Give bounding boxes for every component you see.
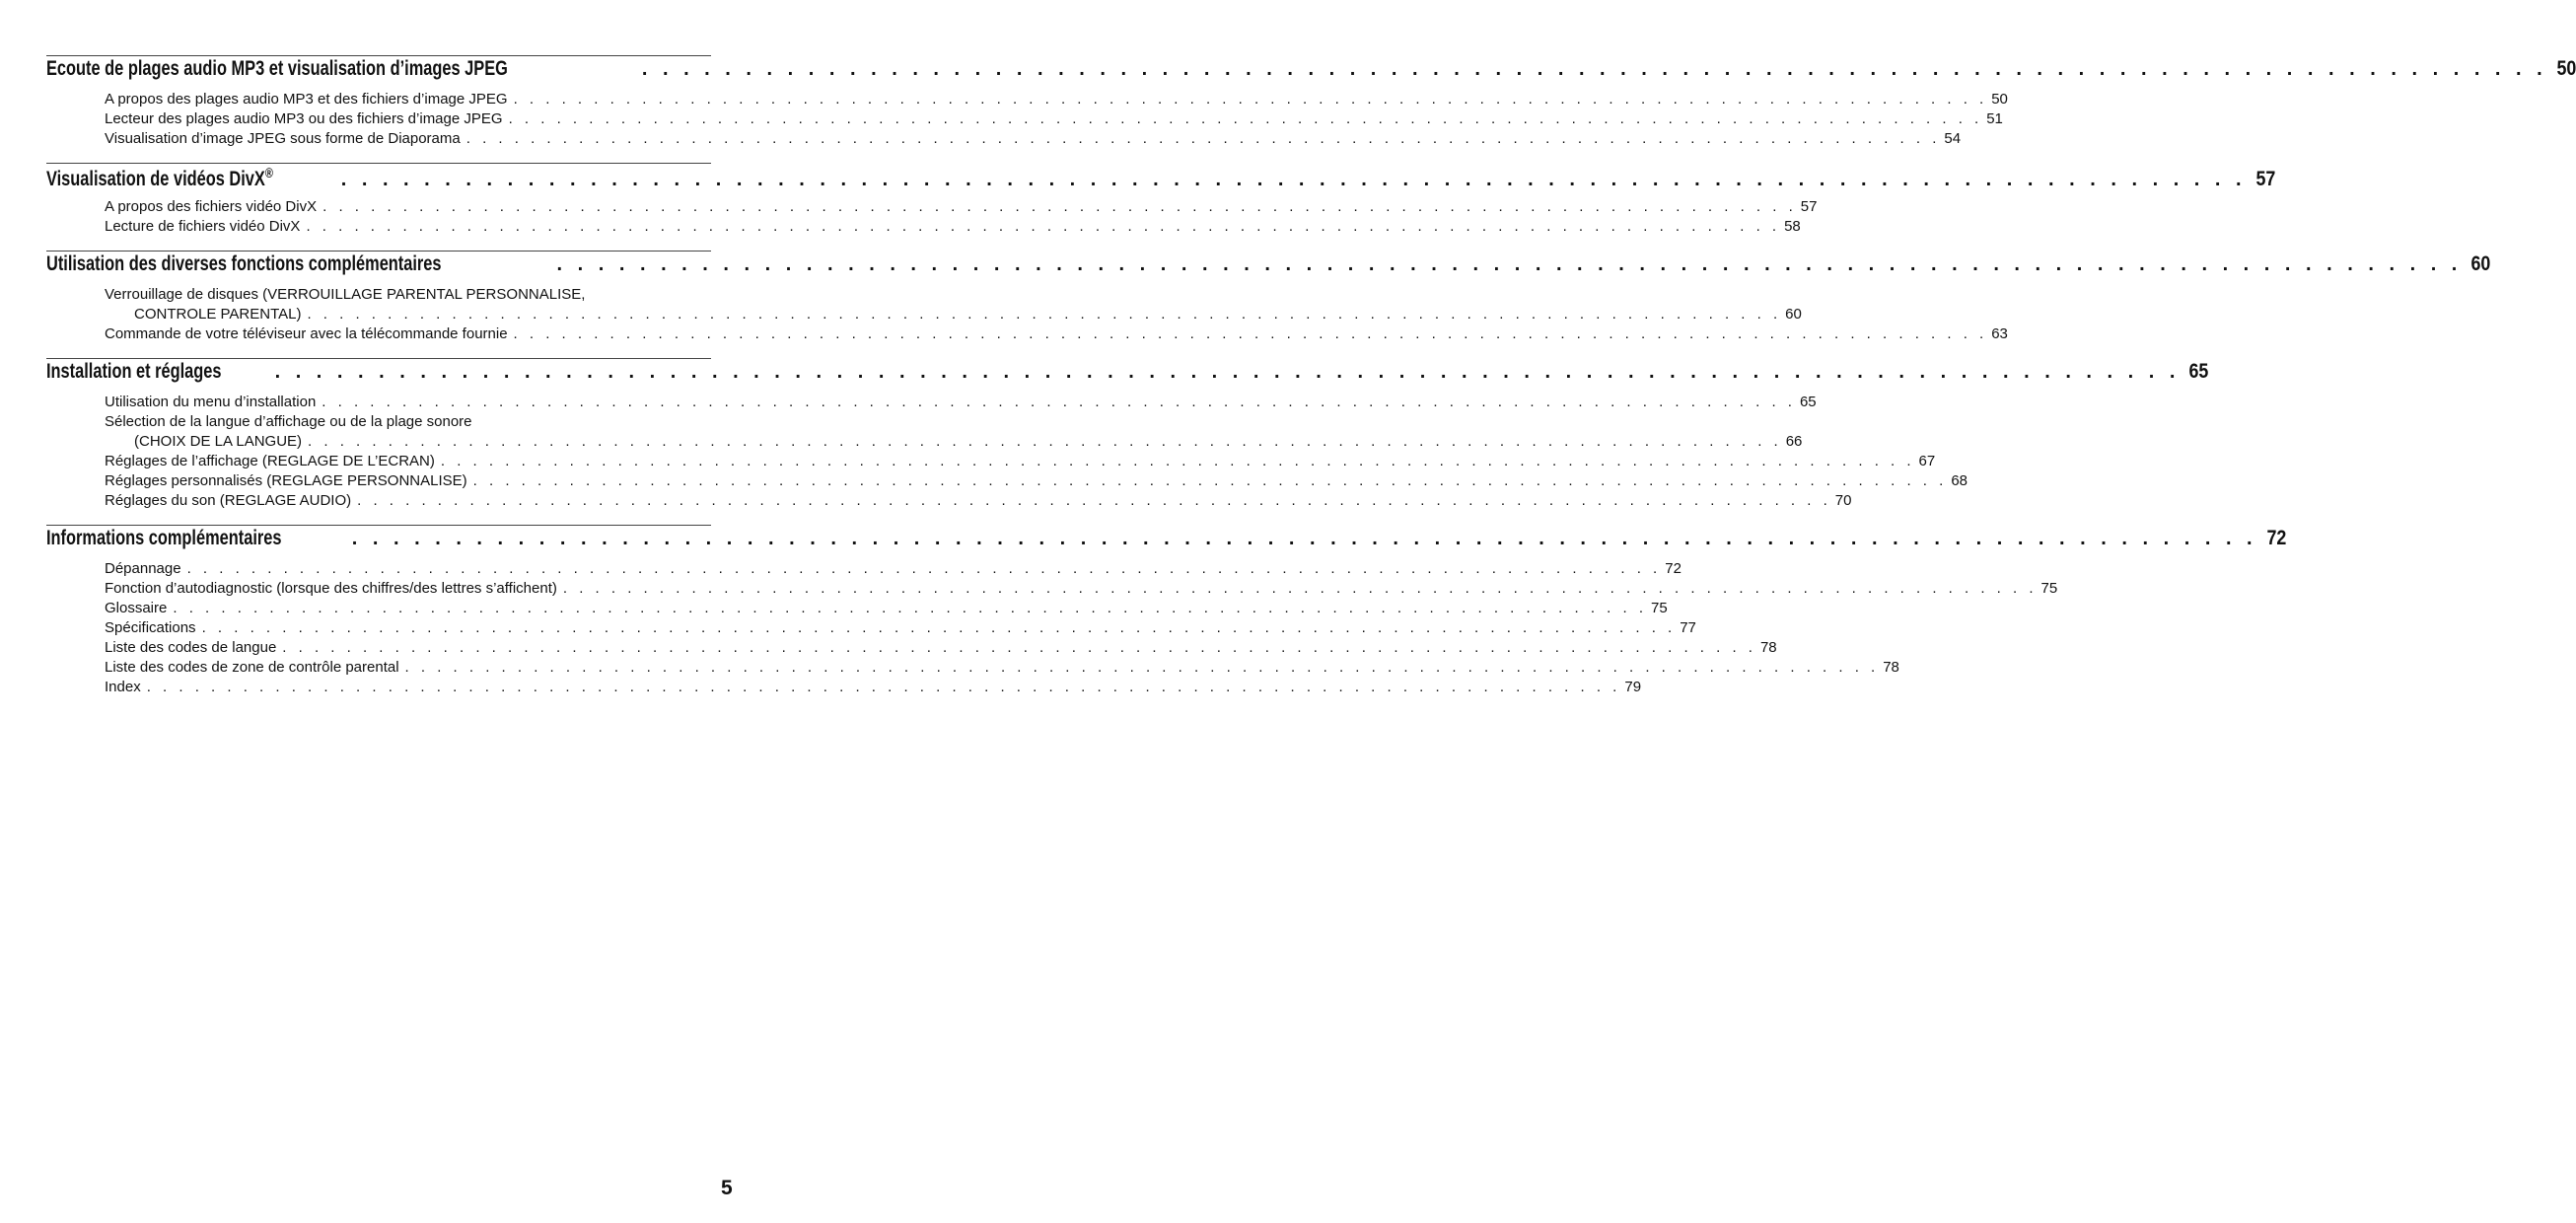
registered-mark: ® xyxy=(264,165,273,180)
dot-leader: . . . . . . . . . . . . . . . . . . . . . . . . . . . . . . . . . . . . . . . . . . . . . . . . . . . . . . . . . . . . . . . . . . . . . . . . . . . . . . . . . . . . . . . . . . . . xyxy=(173,600,1648,616)
entry-text: Fonction d’autodiagnostic (lorsque des chiffres/des lettres s’affichent) xyxy=(105,580,557,597)
entry-text: Lecture de fichiers vidéo DivX xyxy=(105,218,301,235)
entry-page-number: 77 xyxy=(1680,619,1696,636)
toc-entry[interactable] xyxy=(105,285,1802,324)
entry-page-number: 75 xyxy=(2040,580,2058,597)
entry-page-number: 57 xyxy=(1800,198,1818,215)
entry-text: Réglages personnalisés (REGLAGE PERSONNALISE) xyxy=(105,472,467,489)
dot-leader: . . . . . . . . . . . . . . . . . . . . . . . . . . . . . . . . . . . . . . . . . . . . . . . . . . . . . . . . . . . . . . . . . . . . . . . . . . . . . . . . . . . . . . . . . . . . xyxy=(465,130,1941,147)
dot-leader: . . . . . . . . . . . . . . . . . . . . . . . . . . . . . . . . . . . . . . . . . . . . . . . . . . . . . . . . . . . . . . . . . . . . . . . . . . . . . . . . . . . . . . . . . . . . xyxy=(508,110,1983,127)
entry-text: Verrouillage de disques (VERROUILLAGE PARENTAL PERSONNALISE, xyxy=(105,286,586,303)
page-number: 5 xyxy=(721,1177,733,1199)
section-title-text: Visualisation de vidéos DivX xyxy=(46,168,265,190)
entry-page-number: 79 xyxy=(1624,679,1642,695)
entry-page-number: 54 xyxy=(1944,130,1962,147)
entry-page-number: 78 xyxy=(1759,639,1777,656)
toc-entry[interactable] xyxy=(105,678,1642,697)
entry-text: Spécifications xyxy=(105,619,196,636)
entry-list xyxy=(46,559,2058,711)
section-heading[interactable] xyxy=(46,164,2275,197)
toc-entry[interactable] xyxy=(105,471,1968,491)
toc-entry[interactable] xyxy=(105,638,1777,658)
section-title xyxy=(46,165,273,191)
entry-text: Index xyxy=(105,679,141,695)
dot-leader: . . . . . . . . . . . . . . . . . . . . . . . . . . . . . . . . . . . . . . . . . . . . . . . . . . . . . . . . . . . . . . . . . . . . . . . . . . . . . . . . . . . . . . . . . . . . xyxy=(404,659,1880,676)
section-heading[interactable] xyxy=(46,252,2491,285)
entry-page-number: 63 xyxy=(1991,325,2008,342)
dot-leader: . . . . . . . . . . . . . . . . . . . . . . . . . . . . . . . . . . . . . . . . . . . . . . . . . . . . . . . . . . . . . . . . . . . . . . . . . . . . . . . . . . . . . . . . . . . . xyxy=(513,91,1988,108)
dot-leader: . . . . . . . . . . . . . . . . . . . . . . . . . . . . . . . . . . . . . . . . . . . . . . . . . . . . . . . . . . . . . . . . . . . . . . . . . . . . . . . . . . . . . . . . . . . . xyxy=(322,394,1796,410)
dot-leader: . . . . . . . . . . . . . . . . . . . . . . . . . . . . . . . . . . . . . . . . . . . . . . . . . . . . . . . . . . . . . . . . . . . . . . . . . . . . . . . . . . . . . . . . . . . . xyxy=(282,639,1756,656)
entry-page-number: 70 xyxy=(1834,492,1852,509)
entry-text: Lecteur des plages audio MP3 ou des fichiers d’image JPEG xyxy=(105,110,503,127)
dot-leader: . . . . . . . . . . . . . . . . . . . . . . . . . . . . . . . . . . . . . . . . . . . . . . . . . . . . . . . . . . . . . . . . . . . . . . . . . . . . . . . . . . . . . . . . . . . . xyxy=(274,361,2181,383)
dot-leader: . . . . . . . . . . . . . . . . . . . . . . . . . . . . . . . . . . . . . . . . . . . . . . . . . . . . . . . . . . . . . . . . . . . . . . . . . . . . . . . . . . . . . . . . . . . . xyxy=(340,169,2247,190)
dot-leader: . . . . . . . . . . . . . . . . . . . . . . . . . . . . . . . . . . . . . . . . . . . . . . . . . . . . . . . . . . . . . . . . . . . . . . . . . . . . . . . . . . . . . . . . . . . . xyxy=(556,253,2463,275)
entry-page-number: 66 xyxy=(1785,433,1803,450)
entry-list xyxy=(46,393,1968,525)
entry-text: A propos des fichiers vidéo DivX xyxy=(105,198,318,215)
toc-entry[interactable] xyxy=(105,559,1682,579)
section-heading[interactable] xyxy=(46,56,2576,90)
toc-entry[interactable] xyxy=(105,599,1668,618)
entry-list xyxy=(46,197,1818,251)
toc-section xyxy=(46,163,2275,251)
section-title-text: Informations complémentaires xyxy=(46,527,282,549)
section-title xyxy=(46,527,281,550)
entry-text: (CHOIX DE LA LANGUE) xyxy=(134,433,303,450)
entry-text: CONTROLE PARENTAL) xyxy=(134,306,302,323)
dot-leader: . . . . . . . . . . . . . . . . . . . . . . . . . . . . . . . . . . . . . . . . . . . . . . . . . . . . . . . . . . . . . . . . . . . . . . . . . . . . . . . . . . . . . . . . . . . . xyxy=(513,325,1988,342)
dot-leader: . . . . . . . . . . . . . . . . . . . . . . . . . . . . . . . . . . . . . . . . . . . . . . . . . . . . . . . . . . . . . . . . . . . . . . . . . . . . . . . . . . . . . . . . . . . . xyxy=(357,492,1831,509)
entry-page-number: 78 xyxy=(1883,659,1899,676)
entry-page-number: 68 xyxy=(1951,472,1968,489)
entry-text: Réglages du son (REGLAGE AUDIO) xyxy=(105,492,352,509)
dot-leader: . . . . . . . . . . . . . . . . . . . . . . . . . . . . . . . . . . . . . . . . . . . . . . . . . . . . . . . . . . . . . . . . . . . . . . . . . . . . . . . . . . . . . . . . . . . . xyxy=(201,619,1677,636)
entry-text: Dépannage xyxy=(105,560,181,577)
toc-section xyxy=(46,358,2209,525)
toc-entry[interactable] xyxy=(105,217,1801,237)
dot-leader: . . . . . . . . . . . . . . . . . . . . . . . . . . . . . . . . . . . . . . . . . . . . . . . . . . . . . . . . . . . . . . . . . . . . . . . . . . . . . . . . . . . . . . . . . . . . xyxy=(562,580,2038,597)
entry-list xyxy=(46,90,2008,163)
entry-page-number: 51 xyxy=(1986,110,2003,127)
dot-leader: . . . . . . . . . . . . . . . . . . . . . . . . . . . . . . . . . . . . . . . . . . . . . . . . . . . . . . . . . . . . . . . . . . . . . . . . . . . . . . . . . . . . . . . . . . . . xyxy=(306,218,1781,235)
section-heading[interactable] xyxy=(46,359,2209,393)
entry-page-number: 75 xyxy=(1651,600,1668,616)
section-page-number: 57 xyxy=(2255,168,2275,190)
entry-page-number: 60 xyxy=(1785,306,1802,323)
section-heading[interactable] xyxy=(46,526,2286,559)
toc-entry[interactable] xyxy=(105,109,2003,129)
toc-entry[interactable] xyxy=(105,579,2058,599)
section-title-text: Installation et réglages xyxy=(46,360,222,383)
entry-list xyxy=(46,285,2008,358)
section-page-number: 50 xyxy=(2556,57,2576,80)
entry-page-number: 58 xyxy=(1784,218,1801,235)
toc-entry[interactable] xyxy=(105,197,1818,217)
entry-text: Commande de votre téléviseur avec la télécommande fournie xyxy=(105,325,508,342)
dot-leader: . . . . . . . . . . . . . . . . . . . . . . . . . . . . . . . . . . . . . . . . . . . . . . . . . . . . . . . . . . . . . . . . . . . . . . . . . . . . . . . . . . . . . . . . . . . . xyxy=(472,472,1948,489)
section-title xyxy=(46,252,442,276)
section-page-number: 72 xyxy=(2266,527,2286,549)
toc-entry[interactable] xyxy=(105,618,1696,638)
entry-text: Utilisation du menu d’installation xyxy=(105,394,317,410)
entry-text: Glossaire xyxy=(105,600,168,616)
section-page-number: 65 xyxy=(2188,360,2209,383)
dot-leader: . . . . . . . . . . . . . . . . . . . . . . . . . . . . . . . . . . . . . . . . . . . . . . . . . . . . . . . . . . . . . . . . . . . . . . . . . . . . . . . . . . . . . . . . . . . . xyxy=(351,528,2257,549)
toc-entry[interactable] xyxy=(105,412,1803,452)
toc-section xyxy=(46,525,2286,711)
entry-text: Sélection de la langue d’affichage ou de la plage sonore xyxy=(105,413,472,430)
entry-text: Réglages de l’affichage (REGLAGE DE L’ECRAN) xyxy=(105,453,435,469)
toc-entry[interactable] xyxy=(105,491,1852,511)
dot-leader: . . . . . . . . . . . . . . . . . . . . . . . . . . . . . . . . . . . . . . . . . . . . . . . . . . . . . . . . . . . . . . . . . . . . . . . . . . . . . . . . . . . . . . . . . . . . xyxy=(440,453,1915,469)
entry-text: Visualisation d’image JPEG sous forme de Diaporama xyxy=(105,130,461,147)
dot-leader: . . . . . . . . . . . . . . . . . . . . . . . . . . . . . . . . . . . . . . . . . . . . . . . . . . . . . . . . . . . . . . . . . . . . . . . . . . . . . . . . . . . . . . . . . . . . xyxy=(641,58,2547,80)
toc-section xyxy=(46,55,2576,163)
section-page-number: 60 xyxy=(2470,252,2491,275)
toc-entry[interactable] xyxy=(105,393,1817,412)
toc-entry[interactable] xyxy=(105,324,2008,344)
section-title-text: Utilisation des diverses fonctions complémentaires xyxy=(46,252,442,275)
dot-leader: . . . . . . . . . . . . . . . . . . . . . . . . . . . . . . . . . . . . . . . . . . . . . . . . . . . . . . . . . . . . . . . . . . . . . . . . . . . . . . . . . . . . . . . . . . . . xyxy=(146,679,1621,695)
toc-section xyxy=(46,251,2491,358)
entry-page-number: 67 xyxy=(1918,453,1936,469)
toc-entry[interactable] xyxy=(105,129,1962,149)
toc-entry[interactable] xyxy=(105,90,2008,109)
dot-leader: . . . . . . . . . . . . . . . . . . . . . . . . . . . . . . . . . . . . . . . . . . . . . . . . . . . . . . . . . . . . . . . . . . . . . . . . . . . . . . . . . . . . . . . . . . . . xyxy=(186,560,1662,577)
table-of-contents xyxy=(46,55,2576,711)
section-title-text: Ecoute de plages audio MP3 et visualisation d’images JPEG xyxy=(46,57,508,80)
entry-text: A propos des plages audio MP3 et des fichiers d’image JPEG xyxy=(105,91,508,108)
dot-leader: . . . . . . . . . . . . . . . . . . . . . . . . . . . . . . . . . . . . . . . . . . . . . . . . . . . . . . . . . . . . . . . . . . . . . . . . . . . . . . . . . . . . . . . . . . . . xyxy=(307,306,1782,323)
entry-page-number: 50 xyxy=(1991,91,2008,108)
section-title xyxy=(46,57,508,81)
entry-text: Liste des codes de langue xyxy=(105,639,277,656)
entry-text: Liste des codes de zone de contrôle parental xyxy=(105,659,399,676)
toc-entry[interactable] xyxy=(105,452,1936,471)
entry-page-number: 72 xyxy=(1665,560,1682,577)
toc-entry[interactable] xyxy=(105,658,1899,678)
dot-leader: . . . . . . . . . . . . . . . . . . . . . . . . . . . . . . . . . . . . . . . . . . . . . . . . . . . . . . . . . . . . . . . . . . . . . . . . . . . . . . . . . . . . . . . . . . . . xyxy=(308,433,1782,450)
dot-leader: . . . . . . . . . . . . . . . . . . . . . . . . . . . . . . . . . . . . . . . . . . . . . . . . . . . . . . . . . . . . . . . . . . . . . . . . . . . . . . . . . . . . . . . . . . . . xyxy=(322,198,1797,215)
entry-page-number: 65 xyxy=(1799,394,1817,410)
section-title xyxy=(46,360,222,384)
